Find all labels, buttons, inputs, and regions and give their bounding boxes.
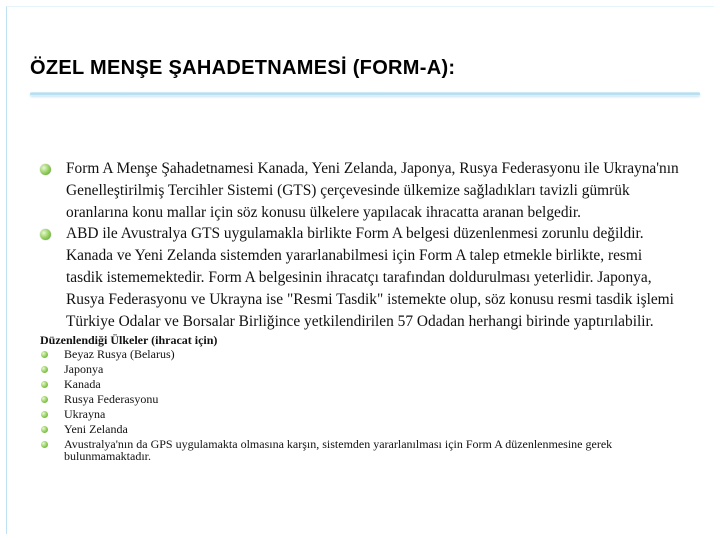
country-item — [40, 407, 680, 422]
slide-title: ÖZEL MENŞE ŞAHADETNAMESİ (FORM-A): — [30, 57, 456, 79]
bullet-item — [40, 223, 680, 332]
bullet-dot-icon — [41, 441, 48, 448]
countries-section — [40, 333, 680, 462]
country-item — [40, 422, 680, 437]
countries-heading: Düzenlendiği Ülkeler (ihracat için) — [40, 333, 218, 348]
bullet-dot-icon — [41, 411, 48, 418]
slide-content — [40, 158, 680, 462]
country-text: Japonya — [64, 362, 104, 377]
main-bullet-list — [40, 158, 680, 332]
bullet-dot-icon — [41, 366, 48, 373]
bullet-dot-icon — [41, 426, 48, 433]
country-text: Rusya Federasyonu — [64, 392, 159, 407]
country-text: Kanada — [64, 377, 101, 392]
country-item — [40, 347, 680, 362]
bullet-item — [40, 158, 680, 223]
bullet-dot-icon — [41, 381, 48, 388]
country-note-item — [40, 437, 680, 462]
countries-list — [40, 347, 680, 462]
bullet-text: ABD ile Avustralya GTS uygulamakla birlikte Form A belgesi düzenlenmesi zorunlu değildir. Kanada ve Yeni Zelanda sistemden yararlanabilmesi için Form A talep etmekle birlikte, resmi tasdik istememektedir. Form A belgesinin ihracatçı tarafından doldurulması yeterlidir. Japonya, Rusya Federasyonu ve Ukrayna ise "Resmi Tasdik" istemekte olup, söz konusu resmi tasdik işlemi Türkiye Odalar ve Borsalar Birliğince yetkilendirilen 57 Odadan herhangi birinde yaptırılabilir. — [66, 225, 674, 330]
country-text: Yeni Zelanda — [64, 422, 128, 437]
bullet-dot-icon — [40, 164, 51, 175]
country-item — [40, 392, 680, 407]
country-note-text: Avustralya'nın da GPS uygulamakta olmasına karşın, sistemden yararlanılması için Form A düzenlenmesine gerek bulunmamaktadır. — [64, 437, 613, 464]
bullet-dot-icon — [41, 351, 48, 358]
title-underline — [30, 92, 700, 96]
country-item — [40, 377, 680, 392]
country-text: Ukrayna — [64, 407, 106, 422]
bullet-text: Form A Menşe Şahadetnamesi Kanada, Yeni Zelanda, Japonya, Rusya Federasyonu ile Ukrayna'nın Genelleştirilmiş Tercihler Sistemi (GTS) çerçevesinde ülkemize sağladıkları tavizli gümrük oranlarına konu mallar için söz konusu ülkelere yapılacak ihracatta aranan belgedir. — [66, 160, 679, 221]
country-item — [40, 362, 680, 377]
country-text: Beyaz Rusya (Belarus) — [64, 347, 175, 362]
bullet-dot-icon — [41, 396, 48, 403]
bullet-dot-icon — [40, 229, 51, 240]
